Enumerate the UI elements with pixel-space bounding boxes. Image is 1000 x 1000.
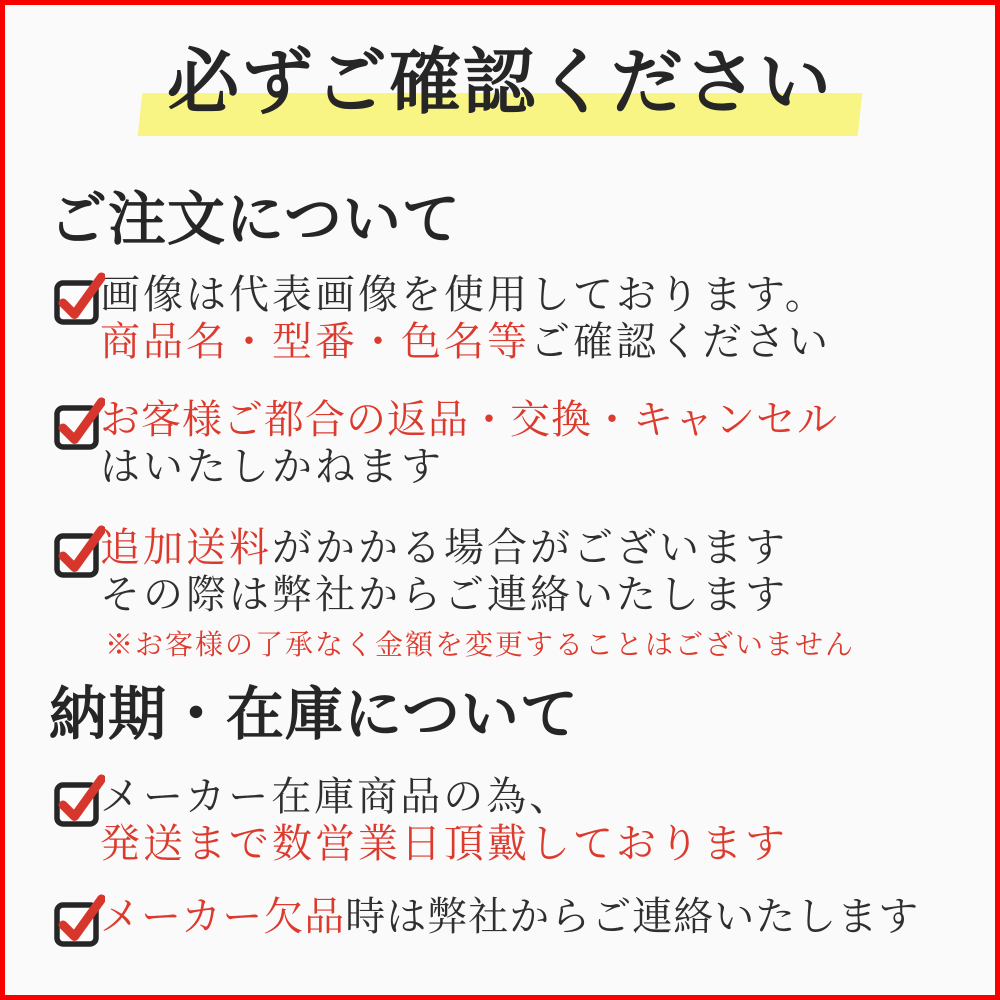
- item-text: 画像は代表画像を使用しております。: [100, 272, 828, 317]
- item-text: その際は弊社からご連絡いたします: [100, 572, 788, 617]
- item-text-line: [100, 571, 788, 618]
- item-text: メーカー在庫商品の為、: [100, 774, 573, 819]
- checkbox-checked-icon: [53, 269, 105, 325]
- item-text-line: [100, 893, 919, 940]
- checklist-item: [53, 271, 831, 365]
- page-title: 必ずご確認ください: [166, 43, 833, 123]
- section-heading-order: ご注文について: [49, 187, 461, 252]
- item-text: 時は弊社からご連絡いたします: [345, 894, 920, 939]
- item-text-emphasis: メーカー欠品: [100, 894, 346, 939]
- item-text-emphasis: お客様ご都合の返品・交換・キャンセル: [100, 397, 838, 442]
- item-text-line: [100, 318, 831, 365]
- price-change-note: ※お客様の了承なく金額を変更することはございません: [105, 630, 856, 661]
- item-text-line: [100, 271, 831, 318]
- checklist-item: [53, 773, 788, 867]
- checkbox-checked-icon: [53, 394, 105, 450]
- item-text-line: [100, 820, 788, 867]
- checkbox-checked-icon: [53, 771, 105, 827]
- item-text: はいたしかねます: [100, 444, 444, 489]
- item-text-emphasis: 発送まで数営業日頂戴しております: [100, 821, 788, 866]
- item-text: がかかる場合がございます: [272, 525, 788, 570]
- checkbox-checked-icon: [53, 891, 105, 947]
- item-text-emphasis: 追加送料: [100, 525, 272, 570]
- item-text-line: [100, 773, 788, 820]
- item-text-line: [100, 443, 838, 490]
- checklist-item: [53, 396, 838, 490]
- item-text-line: [100, 396, 838, 443]
- item-text-emphasis: 商品名・型番・色名等: [100, 319, 530, 364]
- checkbox-checked-icon: [53, 522, 105, 578]
- checklist-item: [53, 893, 919, 940]
- section-heading-stock: 納期・在庫について: [49, 682, 579, 747]
- item-text-line: [100, 524, 788, 571]
- checklist-item: [53, 524, 788, 618]
- item-text: ご確認ください: [530, 319, 831, 364]
